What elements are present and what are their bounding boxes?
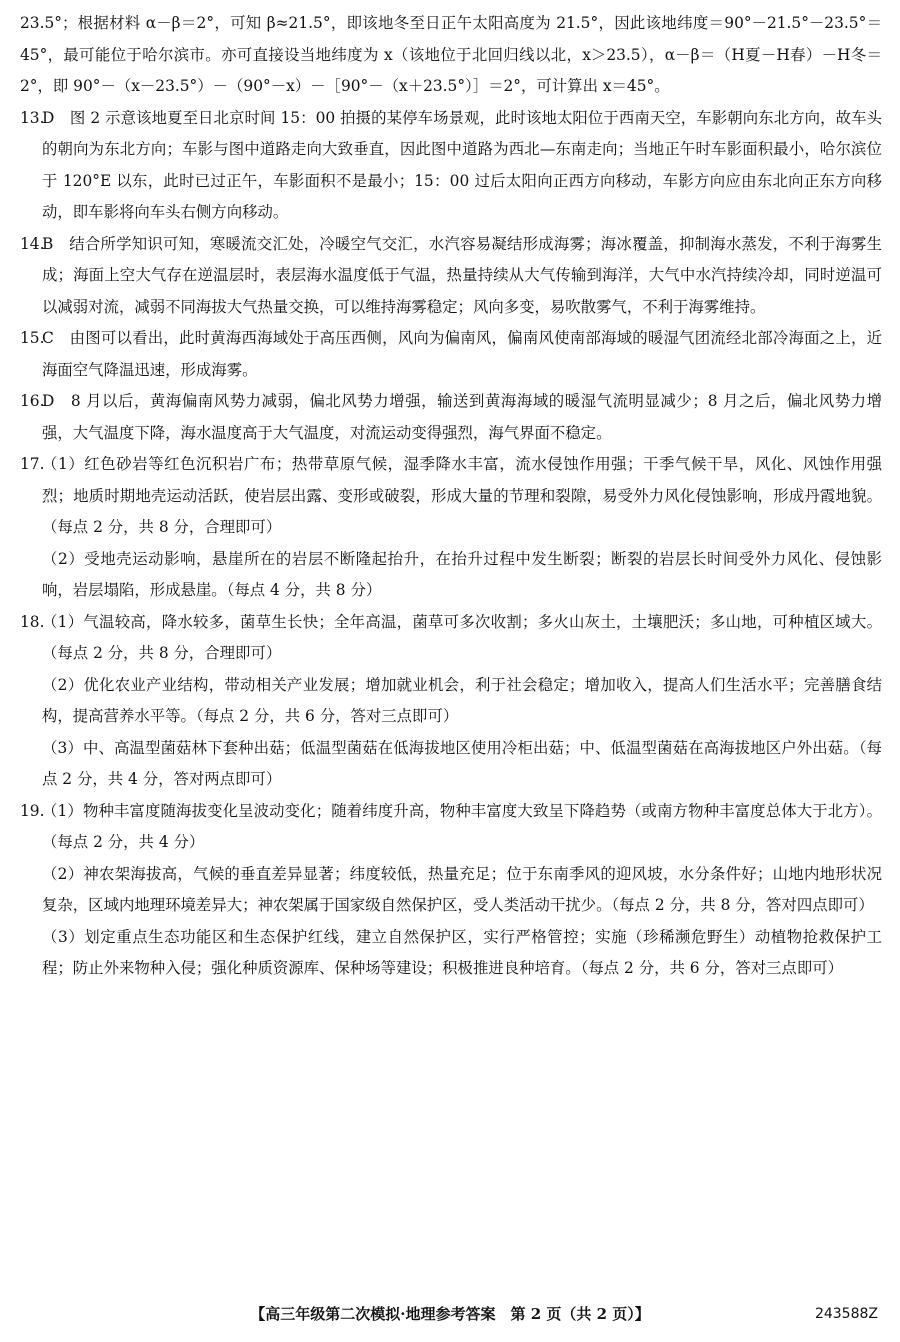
answer-item-17	[20, 449, 882, 607]
answer-item-19	[20, 796, 882, 985]
footer-title: 【高三年级第二次模拟·地理参考答案 第 2 页（共 2 页）】	[250, 1305, 650, 1323]
answer-content	[20, 8, 882, 985]
answer-text: D 图 2 示意该地夏至日北京时间 15：00 拍摄的某停车场景观，此时该地太阳位于西南天空，车影朝向东北方向，故车头的朝向为东北方向；车影与图中道路走向大致垂直，因此图中道路为西北—东南走向；当地正午时车影面积最小，哈尔滨位于 120°E 以东，此时已过正午，车影面积不是最小；15：00 过后太阳向正西方向移动，车影方向应由东北向正东方向移动，即车影将向车头右侧方向移动。	[42, 108, 882, 221]
answer-number: 15.	[20, 329, 45, 347]
answer-subpart-1: （1）气温较高，降水较多，菌草生长快；全年高温，菌草可多次收割；多火山灰土，土壤肥沃；多山地，可种植区域大。（每点 2 分，共 8 分，合理即可）	[42, 612, 882, 662]
answer-number: 14.	[20, 234, 45, 253]
answer-subpart-1: （1）物种丰富度随海拔变化呈波动变化；随着纬度升高，物种丰富度大致呈下降趋势（或南方物种丰富度总体大于北方）。（每点 2 分，共 4 分）	[42, 801, 882, 851]
footer-code: 243588Z	[814, 1306, 878, 1322]
answer-number: 16.	[20, 392, 45, 410]
answer-subpart-2: （2）受地壳运动影响，悬崖所在的岩层不断隆起抬升，在抬升过程中发生断裂；断裂的岩层长时间受外力风化、侵蚀影响，岩层塌陷，形成悬崖。（每点 4 分，共 8 分）	[42, 549, 882, 599]
answer-number: 13.	[20, 108, 45, 127]
page-footer	[0, 1301, 900, 1327]
answer-number: 19.	[20, 801, 45, 820]
answer-item-15	[20, 323, 882, 386]
continued-answer-text: 23.5°；根据材料 α－β＝2°，可知 β≈21.5°，即该地冬至日正午太阳高度为 21.5°，因此该地纬度＝90°－21.5°－23.5°＝45°，最可能位于哈尔滨市。亦可直接设当地纬度为 x（该地位于北回归线以北，x＞23.5），α－β＝（H夏－H春）－H冬＝2°，即 90°－（x－23.5°）－（90°－x）－［90°－（x＋23.5°）］＝2°，可计算出 x＝45°。	[20, 14, 882, 95]
answer-subpart-1: （1）红色砂岩等红色沉积岩广布；热带草原气候，湿季降水丰富，流水侵蚀作用强；干季气候干旱，风化、风蚀作用强烈；地质时期地壳运动活跃，使岩层出露、变形或破裂，形成大量的节理和裂隙，易受外力风化侵蚀影响，形成丹霞地貌。（每点 2 分，共 8 分，合理即可）	[42, 455, 882, 536]
answer-item-18	[20, 607, 882, 796]
answer-subpart-3: （3）划定重点生态功能区和生态保护红线，建立自然保护区，实行严格管控；实施（珍稀濒危野生）动植物抢救保护工程；防止外来物种入侵；强化种质资源库、保种场等建设；积极推进良种培育。（每点 2 分，共 6 分，答对三点即可）	[42, 927, 882, 977]
answer-item-16	[20, 386, 882, 449]
answer-subpart-2: （2）优化农业产业结构，带动相关产业发展；增加就业机会，利于社会稳定；增加收入，提高人们生活水平；完善膳食结构，提高营养水平等。（每点 2 分，共 6 分，答对三点即可）	[42, 675, 882, 725]
answer-text: D 8 月以后，黄海偏南风势力减弱，偏北风势力增强，输送到黄海海域的暖湿气流明显减少；8 月之后，偏北风势力增强，大气温度下降，海水温度高于大气温度，对流运动变得强烈，海气界面不稳定。	[42, 392, 882, 442]
answer-number: 17.	[20, 455, 45, 473]
answer-subpart-2: （2）神农架海拔高，气候的垂直差异显著；纬度较低，热量充足；位于东南季风的迎风坡，水分条件好；山地内地形状况复杂，区域内地理环境差异大；神农架属于国家级自然保护区，受人类活动干扰少。（每点 2 分，共 8 分，答对四点即可）	[42, 864, 882, 914]
answer-subpart-3: （3）中、高温型菌菇林下套种出菇；低温型菌菇在低海拔地区使用冷柜出菇；中、低温型菌菇在高海拔地区户外出菇。（每点 2 分，共 4 分，答对两点即可）	[42, 738, 882, 788]
answer-item-14	[20, 229, 882, 324]
answer-number: 18.	[20, 612, 45, 631]
answer-text: B 结合所学知识可知，寒暖流交汇处，冷暖空气交汇，水汽容易凝结形成海雾；海冰覆盖，抑制海水蒸发，不利于海雾生成；海面上空大气存在逆温层时，表层海水温度低于气温，热量持续从大气传输到海洋，大气中水汽持续冷却，同时逆温可以减弱对流，减弱不同海拔大气热量交换，可以维持海雾稳定；风向多变，易吹散雾气，不利于海雾维持。	[42, 234, 882, 316]
answer-text: C 由图可以看出，此时黄海西海域处于高压西侧，风向为偏南风，偏南风使南部海域的暖湿气团流经北部冷海面之上，近海面空气降温迅速，形成海雾。	[42, 329, 882, 379]
answer-item-13	[20, 103, 882, 229]
